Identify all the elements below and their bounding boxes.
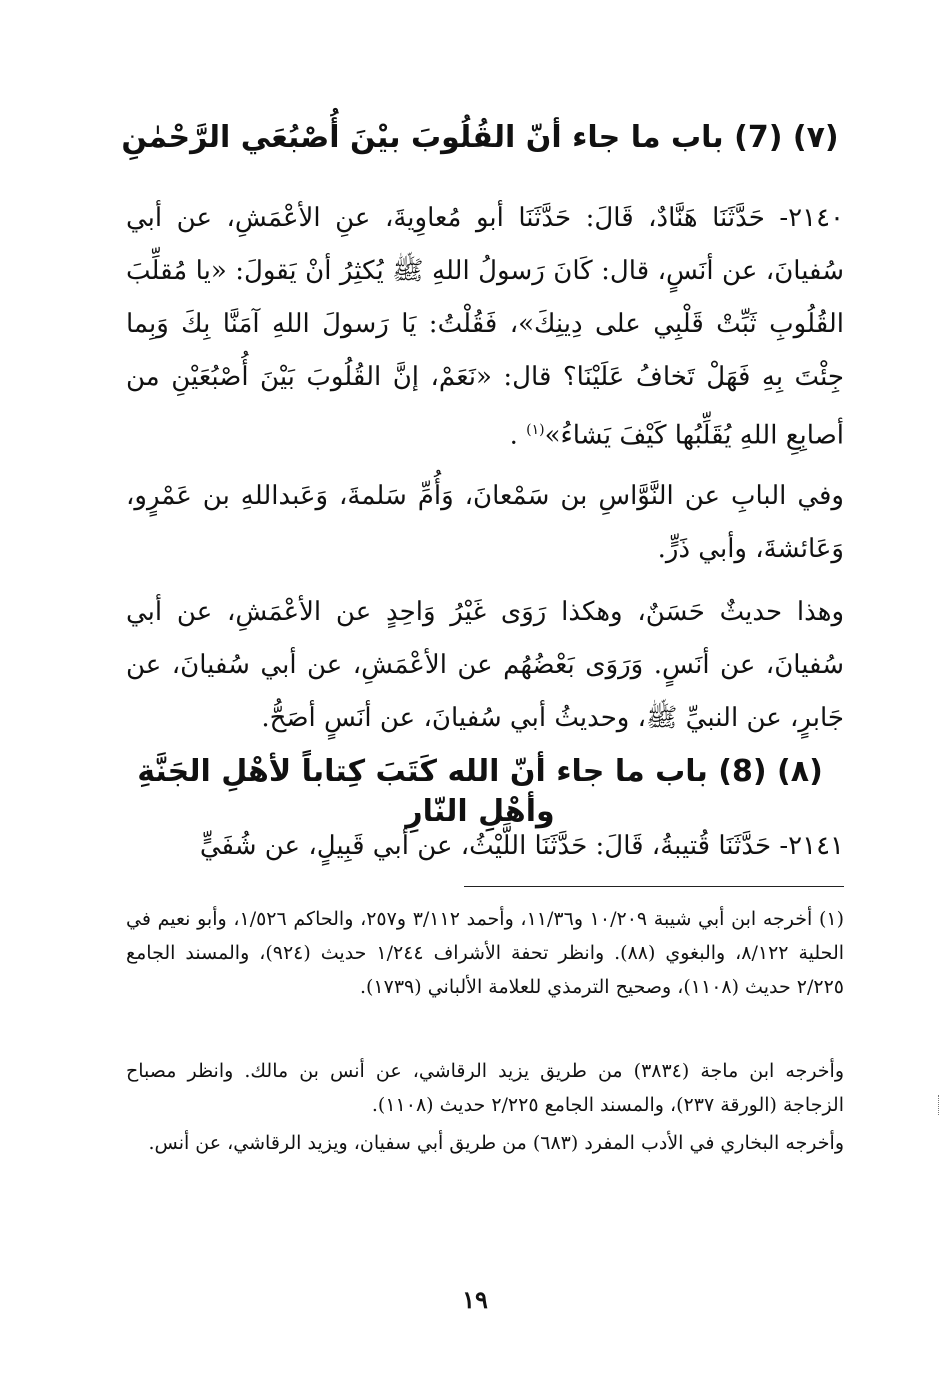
footnote-separator (464, 886, 844, 887)
scan-margin-mark (938, 1095, 949, 1115)
footnote-1: (١) أخرجه ابن أبي شيبة ١٠/٢٠٩ و١١/٣٦، وأحمد ٣/١١٢ و٢٥٧، والحاكم ١/٥٢٦، وأبو نعيم في الحلية ٨/١٢٢، والبغوي (٨٨). وانظر تحفة الأشراف ١/٢٤٤ حديث (٩٢٤)، والمسند الجامع ٢/٢٢٥ حديث (١١٠٨)، وصحيح الترمذي للعلامة الألباني (١٧٣٩). (126, 908, 845, 998)
footnote-1-continued-ibn-majah: وأخرجه ابن ماجة (٣٨٣٤) من طريق يزيد الرقاشي، عن أنس بن مالك. وانظر مصباح الزجاجة (الورقة ٢٣٧)، والمسند الجامع ٢/٢٢٥ حديث (١١٠٨). (126, 1060, 845, 1116)
bab-note-paragraph: وفي البابِ عن النَّوَّاسِ بن سَمْعانَ، وَأُمِّ سَلمةَ، وَعَبداللهِ بن عَمْرٍو، وَعَائشةَ، وأبي ذَرٍّ. (126, 481, 844, 564)
chapter-heading-8: (٨) (8) باب ما جاء أنّ الله كَتَبَ كِتاباً لأهْلِ الجَنَّةِ وأهْلِ النّارِ (137, 754, 823, 829)
footnote-ref-1[interactable]: (١) (526, 422, 545, 438)
hadith-2140-end: . (509, 420, 527, 451)
page-number: ١٩ (462, 1285, 488, 1314)
hadith-2141: ٢١٤١- حَدَّثَنَا قُتيبةُ، قَالَ: حَدَّثَنَا اللَّيْثُ، عن أبي قَبِيلٍ، عن شُفَيٍّ (199, 831, 844, 861)
chapter-heading-7: (٧) (7) باب ما جاء أنّ القُلُوبَ بيْنَ أُصْبُعَي الرَّحْمٰنِ (121, 120, 839, 155)
hadith-2140-text: ٢١٤٠- حَدَّثَنَا هَنَّادٌ، قَالَ: حَدَّثَنَا أبو مُعاوِيةَ، عنِ الأعْمَشِ، عن أبي سُفيانَ، عن أنَسٍ، قال: كَانَ رَسولُ اللهِ ﷺ يُكثِرُ أنْ يَقولَ: «يا مُقلِّبَ القُلُوبِ ثَبِّتْ قَلْبِي على دِينِكَ»، فَقُلْتُ: يَا رَسولَ اللهِ آمَنَّا بِكَ وَبِما جِئْتَ بِهِ فَهَلْ تَخافُ عَلَيْنَا؟ قال: «نَعَمْ، إنَّ القُلُوبَ بَيْنَ أُصْبُعَيْنِ من أصابِعِ اللهِ يُقَلِّبُها كَيْفَ يَشاءُ» (126, 203, 845, 451)
grading-paragraph: وهذا حديثٌ حَسَنٌ، وهكذا رَوَى غَيْرُ وَاحِدٍ عن الأعْمَشِ، عن أبي سُفيانَ، عن أنَسٍ. وَرَوَى بَعْضُهُم عن الأعْمَشِ، عن أبي سُفيانَ، عن جَابرٍ، عن النبيِّ ﷺ، وحديثُ أبي سُفيانَ، عن أنَسٍ أصَحُّ. (126, 597, 844, 733)
hadith-2140 (126, 192, 844, 463)
footnote-1-continued-bukhari: وأخرجه البخاري في الأدب المفرد (٦٨٣) من طريق أبي سفيان، ويزيد الرقاشي، عن أنس. (148, 1132, 844, 1154)
